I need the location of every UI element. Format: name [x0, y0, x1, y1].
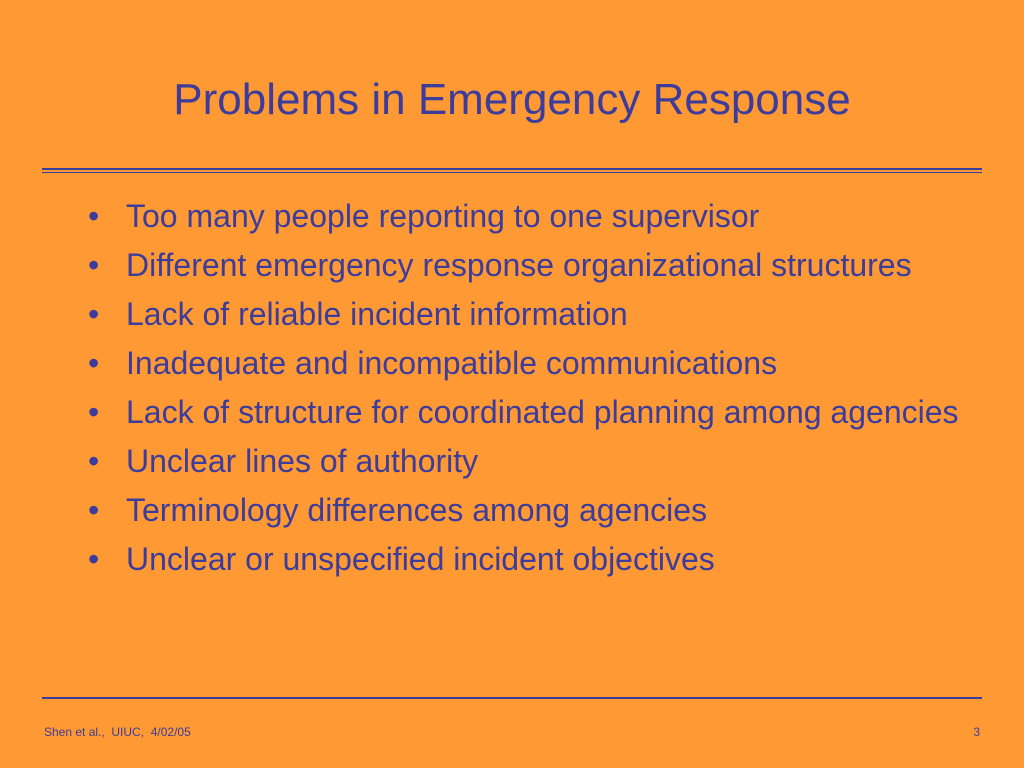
- bullet-text: Inadequate and incompatible communications: [126, 345, 778, 381]
- bullet-item: [0, 491, 1024, 529]
- bullet-list: [0, 197, 1024, 589]
- bullet-item: [0, 393, 1024, 431]
- bullet-marker: •: [88, 394, 100, 430]
- bullet-item: [0, 540, 1024, 578]
- bullet-item: [0, 246, 1024, 284]
- bullet-text: Too many people reporting to one supervisor: [126, 198, 760, 234]
- bullet-text: Different emergency response organizational structures: [126, 247, 912, 283]
- bullet-text: Lack of structure for coordinated planning among agencies: [126, 394, 959, 430]
- page-number: 3: [973, 725, 980, 739]
- slide-title: Problems in Emergency Response: [173, 75, 851, 124]
- title-divider-line: [42, 168, 982, 170]
- bullet-item: [0, 442, 1024, 480]
- bullet-text: Unclear lines of authority: [126, 443, 479, 479]
- title-divider-line-thin: [42, 172, 982, 173]
- footer-citation: Shen et al., UIUC, 4/02/05: [44, 725, 191, 739]
- bullet-marker: •: [88, 345, 100, 381]
- bullet-text: Terminology differences among agencies: [126, 492, 708, 528]
- bullet-text: Unclear or unspecified incident objectives: [126, 541, 715, 577]
- bullet-text: Lack of reliable incident information: [126, 296, 628, 332]
- bullet-marker: •: [88, 492, 100, 528]
- bullet-marker: •: [88, 541, 100, 577]
- bullet-item: [0, 344, 1024, 382]
- bullet-item: [0, 295, 1024, 333]
- bullet-marker: •: [88, 443, 100, 479]
- footer-divider-line: [42, 697, 982, 699]
- bullet-marker: •: [88, 198, 100, 234]
- bullet-item: [0, 197, 1024, 235]
- bullet-marker: •: [88, 296, 100, 332]
- bullet-marker: •: [88, 247, 100, 283]
